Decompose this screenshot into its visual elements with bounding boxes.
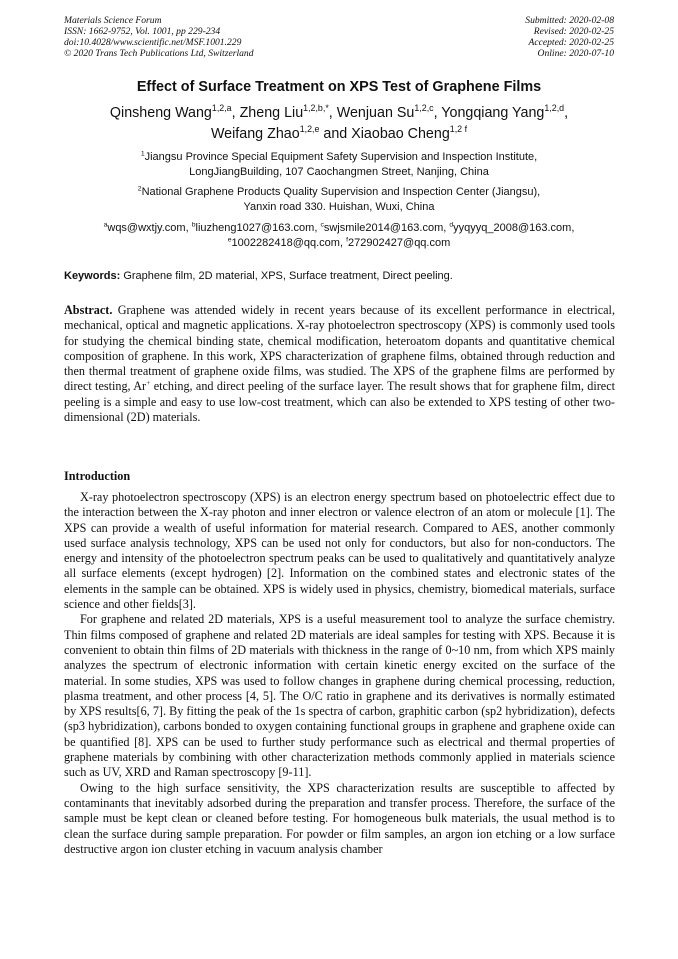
email-mark: d <box>449 221 454 229</box>
author-separator: , <box>328 105 337 121</box>
author-name: Zheng Liu <box>239 105 304 121</box>
ion-charge: + <box>146 378 151 388</box>
paragraph: For graphene and related 2D materials, XPS is a useful measurement tool to analyze the surface chemistry. Thin films composed of graphene and related 2D materials are ideal samples for testing with XPS. Because it is convenient to obtain thin films of 2D materials with thickness in the range of 0~10 nm, from which XPS mainly analyzes the spectrum of electronic information with certain kinetic energy excited on the surface of the material. In some studies, XPS was used to follow changes in graphene during chemical processing, reduction, plasma treatment, and other process [4, 5]. The O/C ratio in graphene and its derivatives is normally estimated by XPS results[6, 7]. By fitting the peak of the 1s spectra of carbon, graphitic carbon (sp2 hybridization), defects (sp3 hybridization), carbons bonded to oxygen containing functional groups in graphene and graphene oxide can be quantified [8]. XPS can be used to further study performance such as electrical and thermal properties of graphene materials by combining with other characterization methods commonly applied in materials science such as UV, XRD and Raman spectroscopy [9-11]. <box>64 612 615 780</box>
abstract-text: Graphene was attended widely in recent years because of its excellent performance in electrical, mechanical, optical and magnetic applications. X-ray photoelectron spectroscopy (XPS) is commonly used tools for studying the chemical binding state, chemical modification, heteroatom dopants and quantitative chemical composition of graphene. In this work, XPS characterization of graphene films, obtained through reduction and then thermal treatment of graphene oxide films, was studied. The XPS of the graphene films are performed by direct testing, Ar <box>64 303 615 394</box>
author-affiliation-mark: 1,2,d <box>544 103 565 114</box>
email-list <box>30 221 648 251</box>
author-list <box>40 103 638 145</box>
abstract <box>64 303 615 425</box>
email-address: yyqyyq_2008@163.com <box>453 222 572 234</box>
email-mark: f <box>346 236 348 244</box>
paragraph: Owing to the high surface sensitivity, the XPS characterization results are susceptible to affected by contaminants that inevitably adsorbed during the preparation and transfer process. Therefore, the surface of the sample must be kept clean or cleaned before testing. For homogeneous bulk materials, the usual method is to clean the surface during sample preparation. For powder or film samples, an argon ion etching or a low surface destructive argon ion cluster etching in vacuum analysis chamber <box>64 780 615 856</box>
publication-dates <box>525 15 614 59</box>
date-submitted: Submitted: 2020-02-08 <box>525 15 614 26</box>
email-separator: , <box>314 222 321 234</box>
email-separator: , <box>443 222 450 234</box>
journal-issn: ISSN: 1662-9752, Vol. 1001, pp 229-234 <box>64 26 221 37</box>
email-address: liuzheng1027@163.com <box>195 222 315 234</box>
date-online: Online: 2020-07-10 <box>537 48 614 59</box>
author-separator: , <box>564 105 569 121</box>
email-mark: e <box>227 236 232 244</box>
author-name: Qinsheng Wang <box>109 105 212 121</box>
abstract-text: etching, and direct peeling of the surface layer. The result shows that for graphene film, direct peeling is a simple and easy to use low-cost treatment, which can also be extended to XPS testing of other two-dimensional (2D) materials. <box>64 379 615 425</box>
author-name: Wenjuan Su <box>336 105 415 121</box>
date-accepted: Accepted: 2020-02-25 <box>528 37 614 48</box>
email-separator: , <box>185 222 192 234</box>
email-mark: c <box>320 221 324 229</box>
affiliation-line: Yanxin road 330. Huishan, Wuxi, China <box>243 201 435 213</box>
author-affiliation-mark: 1,2,c <box>414 103 434 114</box>
affiliation-line: LongJiangBuilding, 107 Caochangmen Street, Nanjing, China <box>189 166 489 178</box>
author-affiliation-mark: 1,2,e <box>299 124 320 135</box>
paper-title: Effect of Surface Treatment on XPS Test of Graphene Films <box>136 79 542 95</box>
affiliation-1 <box>40 150 638 180</box>
author-name: Yongqiang Yang <box>441 105 545 121</box>
email-separator: , <box>339 237 347 249</box>
affiliation-mark: 1 <box>140 150 145 158</box>
journal-name: Materials Science Forum <box>64 15 162 26</box>
email-address: 1002282418@qq.com <box>231 237 340 249</box>
author-affiliation-mark: 1,2,a <box>211 103 232 114</box>
email-address: 272902427@qq.com <box>347 237 451 249</box>
author-separator: , <box>231 105 240 121</box>
keywords-label: Keywords: <box>64 270 121 282</box>
introduction-body <box>64 490 615 857</box>
author-name: Weifang Zhao <box>210 126 300 142</box>
email-mark: b <box>191 221 196 229</box>
email-separator: , <box>571 222 575 234</box>
keywords <box>64 270 624 282</box>
keywords-text: Graphene film, 2D material, XPS, Surface treatment, Direct peeling. <box>123 270 453 282</box>
author-affiliation-mark: 1,2 f <box>449 124 468 135</box>
paragraph: X-ray photoelectron spectroscopy (XPS) is an electron energy spectrum based on photoelectric effect due to the interaction between the X-ray photon and inner electron or valence electron of an atom or molecule [1]. The XPS can provide a wealth of useful information for material research. Compared to AES, another commonly used surface analysis technology, XPS can be used not only for conductors, but also for non-conductors. The energy and intensity of the photoelectron spectrum peaks can be used to qualitatively and quantitatively analyze all surface elements (except hydrogen) [2]. Information on the combined states and electronic states of the elements in the sample can be obtained. XPS is widely used in physics, chemistry, biomedical materials, surface science and other fields[3]. <box>64 490 615 612</box>
journal-copyright: © 2020 Trans Tech Publications Ltd, Switzerland <box>64 48 254 59</box>
author-separator: , <box>433 105 442 121</box>
email-mark: a <box>103 221 108 229</box>
email-address: wqs@wxtjy.com <box>107 222 186 234</box>
abstract-label: Abstract. <box>64 303 113 317</box>
author-name: Xiaobao Cheng <box>351 126 450 142</box>
email-address: swjsmile2014@163.com <box>323 222 444 234</box>
affiliation-line: National Graphene Products Quality Supervision and Inspection Center (Jiangsu), <box>141 186 541 198</box>
journal-doi: doi:10.4028/www.scientific.net/MSF.1001.229 <box>64 37 242 48</box>
date-revised: Revised: 2020-02-25 <box>533 26 614 37</box>
author-affiliation-mark: 1,2,b,* <box>303 103 329 114</box>
affiliation-2 <box>40 185 638 215</box>
author-separator: and <box>319 126 352 142</box>
affiliation-line: Jiangsu Province Special Equipment Safety Supervision and Inspection Institute, <box>144 151 538 163</box>
section-heading: Introduction <box>64 469 131 483</box>
affiliation-mark: 2 <box>137 185 142 193</box>
journal-info <box>64 15 254 59</box>
